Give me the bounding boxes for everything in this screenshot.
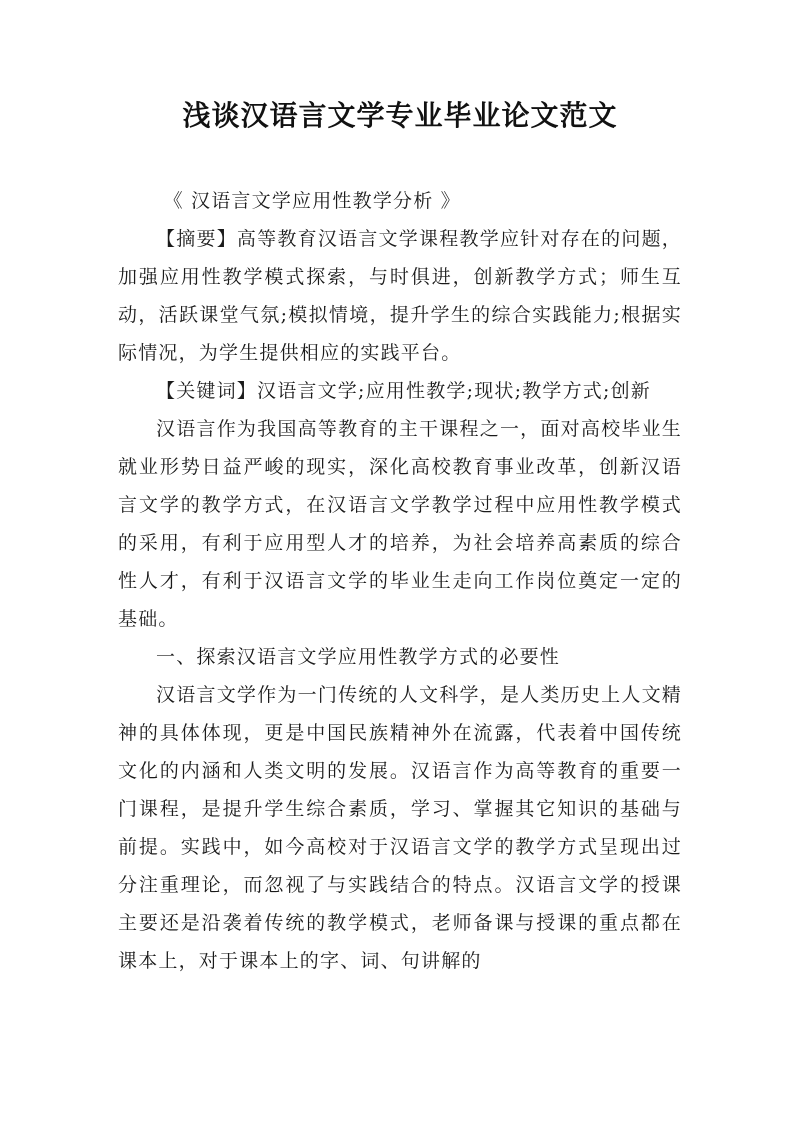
article-subtitle: 《 汉语言文学应用性教学分析 》 <box>163 190 461 212</box>
keywords-paragraph: 【关键词】汉语言文学;应用性教学;现状;教学方式;创新 <box>156 380 652 402</box>
section-heading: 一、探索汉语言文学应用性教学方式的必要性 <box>156 646 561 668</box>
document-body <box>118 182 682 980</box>
section-paragraph: 汉语言文学作为一门传统的人文科学，是人类历史上人文精神的具体体现，更是中国民族精神外在流露，代表着中国传统文化的内涵和人类文明的发展。汉语言作为高等教育的重要一门课程，是提升学生综合素质，学习、掌握其它知识的基础与前提。实践中，如今高校对于汉语言文学的教学方式呈现出过分注重理论，而忽视了与实践结合的特点。汉语言文学的授课主要还是沿袭着传统的教学模式，老师备课与授课的重点都在课本上，对于课本上的字、词、句讲解的 <box>118 684 682 972</box>
intro-paragraph: 汉语言作为我国高等教育的主干课程之一，面对高校毕业生就业形势日益严峻的现实，深化高校教育事业改革，创新汉语言文学的教学方式，在汉语言文学教学过程中应用性教学模式的采用，有利于应用型人才的培养，为社会培养高素质的综合性人才，有利于汉语言文学的毕业生走向工作岗位奠定一定的基础。 <box>118 418 682 630</box>
abstract-paragraph: 【摘要】高等教育汉语言文学课程教学应针对存在的问题，加强应用性教学模式探索，与时俱进，创新教学方式；师生互动，活跃课堂气氛;模拟情境，提升学生的综合实践能力;根据实际情况，为学生提供相应的实践平台。 <box>118 228 682 364</box>
document-title: 浅谈汉语言文学专业毕业论文范文 <box>182 99 618 132</box>
